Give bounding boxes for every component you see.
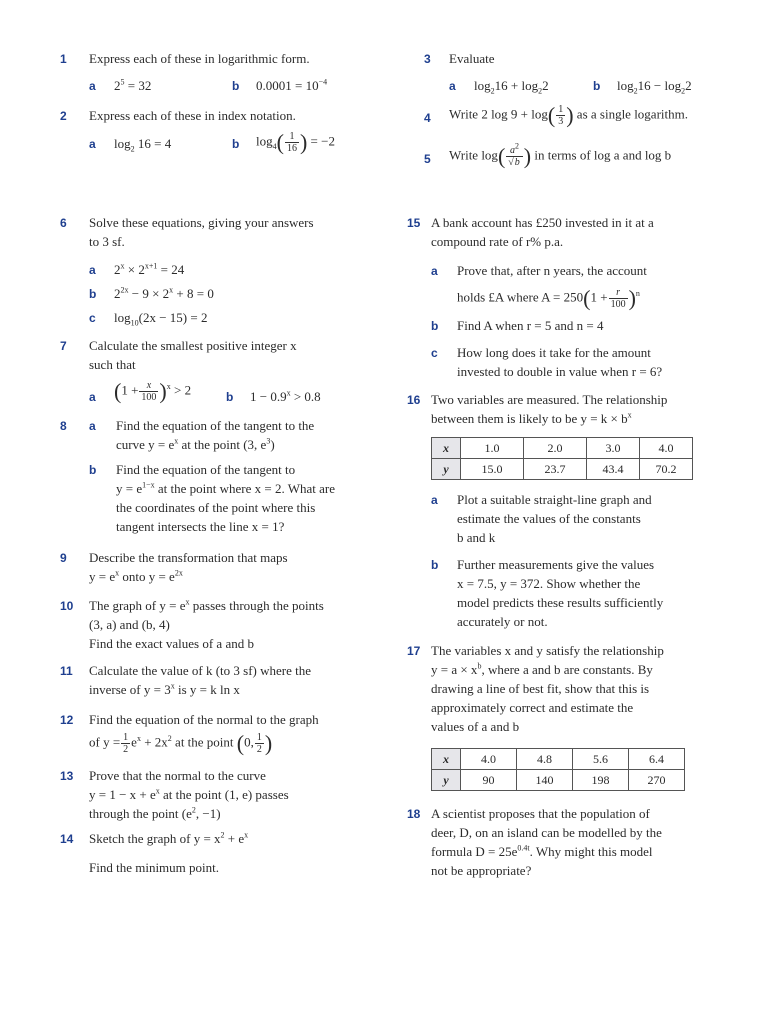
q7-part-a-label: a xyxy=(89,390,96,404)
q2-part-a-label: a xyxy=(89,137,96,151)
q6-part-a: $2^x \times 2^{x+1} = 24$ xyxy=(114,261,185,277)
q12-line2: of y = $\frac{1}{2}$ $e^x + 2x^2$ at the point (0, $\frac{1}{2}$ ) xyxy=(89,730,273,756)
table-cell: 4.0 xyxy=(461,749,517,770)
q13-line1: Prove that the normal to the curve xyxy=(89,768,266,783)
q6-line2: to 3 sf. xyxy=(89,234,125,249)
q15-part-a-label: a xyxy=(431,264,438,278)
q3-part-a-label: a xyxy=(449,79,456,93)
q7-line1: Calculate the smallest positive integer x xyxy=(89,338,297,353)
q2-part-b-label: b xyxy=(232,137,240,151)
q2-text: Express each of these in index notation. xyxy=(89,108,296,123)
q16-line2: between them is likely to be $y = k \times b^x$ xyxy=(431,410,632,426)
q8-part-a-label: a xyxy=(89,419,96,433)
table-cell: 4.8 xyxy=(517,749,573,770)
q15-c-line1: How long does it take for the amount xyxy=(457,345,651,360)
q9-line1: Describe the transformation that maps xyxy=(89,550,288,565)
q16-part-a-label: a xyxy=(431,493,438,507)
q16-a-line2: estimate the values of the constants xyxy=(457,511,641,526)
q1-part-a: $2^5 = 32$ xyxy=(114,77,152,93)
q8-b-line2: $y = e^{1-x}$ at the point where x = 2. What are xyxy=(116,480,335,496)
table-row xyxy=(432,459,693,480)
q17-number: 17 xyxy=(407,644,421,658)
q15-b-line1: Find A when r = 5 and n = 4 xyxy=(457,318,604,333)
q7-part-a: (1 + $\frac{x}{100}$ )$^x$ > 2 xyxy=(114,378,192,404)
q17-data-table xyxy=(431,748,685,791)
q1-part-b-label: b xyxy=(232,79,240,93)
q8-a-line2: curve $y = e^x$ at the point (3, $e^3$) xyxy=(116,436,275,452)
q17-line5: values of a and b xyxy=(431,719,520,734)
q13-number: 13 xyxy=(60,769,74,783)
q6-number: 6 xyxy=(60,216,67,230)
q1-part-b: $0.0001 = 10^{-4}$ xyxy=(256,77,328,93)
q16-part-b-label: b xyxy=(431,558,439,572)
q1-number: 1 xyxy=(60,52,67,66)
q7-line2: such that xyxy=(89,357,136,372)
q3-part-a: $\log_216 + \log_22$ xyxy=(474,78,549,96)
q11-number: 11 xyxy=(60,664,73,678)
q16-b-line1: Further measurements give the values xyxy=(457,557,655,572)
q2-part-a: $\log_2 16 = 4$ xyxy=(114,136,172,154)
q2-part-b: $\log_4$( $\frac{1}{16}$ ) = −2 xyxy=(256,129,335,155)
table-row xyxy=(432,438,693,459)
q7-part-b-label: b xyxy=(226,390,234,404)
q12-line1: Find the equation of the normal to the graph xyxy=(89,712,319,727)
q6-part-b-label: b xyxy=(89,287,97,301)
q16-b-line3: model predicts these results sufficiently xyxy=(457,595,664,610)
q18-line4: not be appropriate? xyxy=(431,863,532,878)
q13-line2: $y = 1 - x + e^x$ at the point (1, e) passes xyxy=(89,786,289,802)
q15-part-c-label: c xyxy=(431,346,438,360)
q8-part-b-label: b xyxy=(89,463,97,477)
table-header-y: y xyxy=(432,459,461,480)
table-row xyxy=(432,749,685,770)
table-cell: 198 xyxy=(573,770,629,791)
q16-number: 16 xyxy=(407,393,421,407)
table-header-x: x xyxy=(432,749,461,770)
q15-c-line2: invested to double in value when r = 6? xyxy=(457,364,663,379)
q18-number: 18 xyxy=(407,807,421,821)
q18-line3: formula $D = 25e^{0.4t}$. Why might this model xyxy=(431,843,653,859)
q16-a-line3: b and k xyxy=(457,530,496,545)
q8-b-line3: the coordinates of the point where this xyxy=(116,500,316,515)
q6-part-c-label: c xyxy=(89,311,96,325)
q6-part-c: $\log_{10}(2x - 15) = 2$ xyxy=(114,310,208,328)
q5-number: 5 xyxy=(424,152,431,166)
q15-number: 15 xyxy=(407,216,421,230)
table-cell: 15.0 xyxy=(461,459,524,480)
q16-a-line1: Plot a suitable straight-line graph and xyxy=(457,492,652,507)
q18-line2: deer, D, on an island can be modelled by the xyxy=(431,825,662,840)
q5-text: Write log( $\frac{a^2}{√b}$ ) in terms of log a and log b xyxy=(449,141,672,169)
table-cell: 2.0 xyxy=(524,438,587,459)
table-cell: 23.7 xyxy=(524,459,587,480)
table-cell: 270 xyxy=(629,770,685,791)
table-cell: 6.4 xyxy=(629,749,685,770)
q3-part-b: $\log_216 - \log_22$ xyxy=(617,78,692,96)
q10-line1: The graph of $y = e^x$ passes through the points xyxy=(89,597,324,613)
q13-line3: through the point ($e^2$, −1) xyxy=(89,805,221,821)
q4-number: 4 xyxy=(424,111,431,125)
q3-text: Evaluate xyxy=(449,51,495,66)
q10-number: 10 xyxy=(60,599,74,613)
q17-line3: drawing a line of best fit, show that this is xyxy=(431,681,650,696)
q8-number: 8 xyxy=(60,419,67,433)
table-header-y: y xyxy=(432,770,461,791)
q12-number: 12 xyxy=(60,713,74,727)
q14-line1: Sketch the graph of $y = x^2 + e^x$ xyxy=(89,830,249,846)
q14-number: 14 xyxy=(60,832,74,846)
q1-text: Express each of these in logarithmic form. xyxy=(89,51,310,66)
q15-a-line2: holds £A where A = 250(1 + $\frac{r}{100}$ )$^n$ xyxy=(457,285,640,311)
q17-line4: approximately correct and estimate the xyxy=(431,700,634,715)
q9-line2: $y = e^x$ onto $y = e^{2x}$ xyxy=(89,568,183,584)
q15-a-line1: Prove that, after n years, the account xyxy=(457,263,647,278)
q8-a-line1: Find the equation of the tangent to the xyxy=(116,418,315,433)
table-cell: 5.6 xyxy=(573,749,629,770)
q17-line1: The variables x and y satisfy the relationship xyxy=(431,643,664,658)
q16-line1: Two variables are measured. The relationship xyxy=(431,392,668,407)
q3-part-b-label: b xyxy=(593,79,601,93)
q4-text: Write 2 log 9 + log( $\frac{1}{3}$ ) as a single logarithm. xyxy=(449,102,688,128)
table-cell: 70.2 xyxy=(640,459,693,480)
q2-number: 2 xyxy=(60,109,67,123)
q10-line3: Find the exact values of a and b xyxy=(89,636,254,651)
q9-number: 9 xyxy=(60,551,67,565)
q16-b-line2: x = 7.5, y = 372. Show whether the xyxy=(457,576,641,591)
q11-line1: Calculate the value of k (to 3 sf) where the xyxy=(89,663,311,678)
q17-line2: $y = a \times x^b$, where a and b are constants. By xyxy=(431,661,653,677)
q10-line2: (3, a) and (b, 4) xyxy=(89,617,170,632)
q7-number: 7 xyxy=(60,339,67,353)
q18-line1: A scientist proposes that the population of xyxy=(431,806,650,821)
q15-line2: compound rate of r% p.a. xyxy=(431,234,564,249)
q16-b-line4: accurately or not. xyxy=(457,614,548,629)
table-cell: 1.0 xyxy=(461,438,524,459)
table-cell: 4.0 xyxy=(640,438,693,459)
table-cell: 3.0 xyxy=(587,438,640,459)
q14-line2: Find the minimum point. xyxy=(89,860,220,875)
q16-data-table xyxy=(431,437,693,480)
table-row xyxy=(432,770,685,791)
table-cell: 140 xyxy=(517,770,573,791)
q6-part-a-label: a xyxy=(89,263,96,277)
q8-b-line4: tangent intersects the line x = 1? xyxy=(116,519,285,534)
q6-line1: Solve these equations, giving your answers xyxy=(89,215,314,230)
table-header-x: x xyxy=(432,438,461,459)
q15-line1: A bank account has £250 invested in it at a xyxy=(431,215,654,230)
table-cell: 90 xyxy=(461,770,517,791)
q3-number: 3 xyxy=(424,52,431,66)
q7-part-b: $1 - 0.9^x > 0.8$ xyxy=(250,388,321,404)
q11-line2: inverse of $y = 3^x$ is y = k ln x xyxy=(89,681,240,697)
q6-part-b: $2^{2x} - 9 \times 2^x + 8 = 0$ xyxy=(114,285,214,301)
q15-part-b-label: b xyxy=(431,319,439,333)
q8-b-line1: Find the equation of the tangent to xyxy=(116,462,296,477)
table-cell: 43.4 xyxy=(587,459,640,480)
q1-part-a-label: a xyxy=(89,79,96,93)
